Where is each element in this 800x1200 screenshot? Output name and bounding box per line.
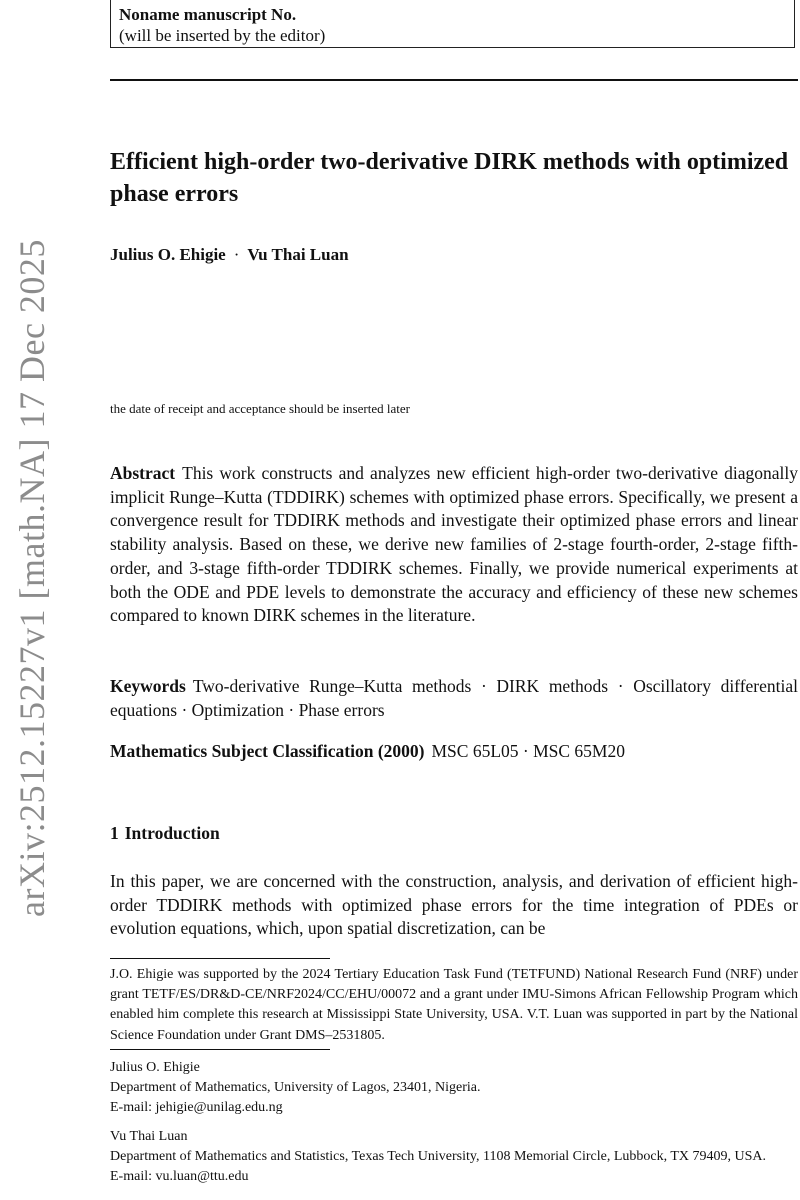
keywords-label: Keywords — [110, 676, 186, 696]
author-name: Julius O. Ehigie — [110, 245, 226, 264]
received-note: the date of receipt and acceptance should be inserted later — [110, 401, 410, 416]
affiliation-department: Department of Mathematics, University of Lagos, 23401, Nigeria. — [110, 1080, 481, 1096]
paper-title: Efficient high-order two-derivative DIRK methods with optimized phase errors — [110, 149, 789, 207]
abstract-text: This work constructs and analyzes new efficient high-order two-derivative diagonally implicit Runge–Kutta (TDDIRK) schemes with optimized phase errors. Specifically, we present a convergence result for TDDIRK methods and investigate their optimized phase errors and linear stability analysis. Based on these, we derive new families of 2-stage fourth-order, 2-stage fifth-order, and 3-stage fifth-order TDDIRK schemes. Finally, we provide numerical experiments at both the ODE and PDE levels to demonstrate the accuracy and efficiency of these new schemes compared to known DIRK schemes in the literature. — [110, 463, 798, 626]
affiliation-block — [110, 1127, 798, 1188]
keywords-text: Two-derivative Runge–Kutta methods · DIRK methods · Oscillatory differential equations · Optimization · Phase errors — [110, 676, 798, 720]
manuscript-header-box — [110, 0, 795, 48]
editor-note: (will be inserted by the editor) — [119, 26, 326, 45]
msc-classification — [110, 740, 798, 764]
affiliation-email: E-mail: vu.luan@ttu.edu — [110, 1169, 249, 1185]
affiliation-rule — [110, 1049, 330, 1050]
author-list — [110, 244, 349, 266]
affiliation-name: Julius O. Ehigie — [110, 1060, 200, 1075]
affiliation-department: Department of Mathematics and Statistics, Texas Tech University, 1108 Memorial Circle, Lubbock, TX 79409, USA. — [110, 1149, 767, 1165]
funding-footnote: J.O. Ehigie was supported by the 2024 Tertiary Education Task Fund (TETFUND) National Research Fund (NRF) under grant TETF/ES/DR&D-CE/NRF2024/CC/EHU/00072 and a grant under IMU-Simons African Fellowship Program which enabled him complete this research at Mississippi State University, USA. V.T. Luan was supported in part by the National Science Foundation under Grant DMS–2531805. — [110, 967, 798, 1043]
abstract-label: Abstract — [110, 463, 176, 483]
section-number: 1 — [110, 823, 119, 843]
author-separator: · — [233, 245, 240, 264]
abstract — [110, 462, 798, 628]
author-name: Vu Thai Luan — [247, 245, 349, 264]
introduction-text: In this paper, we are concerned with the construction, analysis, and derivation of efficient high-order TDDIRK methods with optimized phase errors for the time integration of PDEs or evolution equations, which, upon spatial discretization, can be — [110, 871, 798, 939]
section-title: Introduction — [124, 823, 220, 843]
keywords — [110, 675, 798, 722]
affiliation-block — [110, 1058, 798, 1119]
affiliation-email: E-mail: jehigie@unilag.edu.ng — [110, 1100, 283, 1116]
affiliation-name: Vu Thai Luan — [110, 1129, 188, 1144]
manuscript-number: Noname manuscript No. — [119, 5, 297, 24]
section-heading — [110, 822, 220, 844]
header-rule — [110, 79, 798, 81]
msc-text: MSC 65L05 · MSC 65M20 — [431, 741, 625, 761]
footnote-rule — [110, 958, 330, 959]
arxiv-identifier: arXiv:2512.15227v1 [math.NA] 17 Dec 2025 — [12, 239, 52, 917]
msc-label: Mathematics Subject Classification (2000) — [110, 741, 425, 761]
